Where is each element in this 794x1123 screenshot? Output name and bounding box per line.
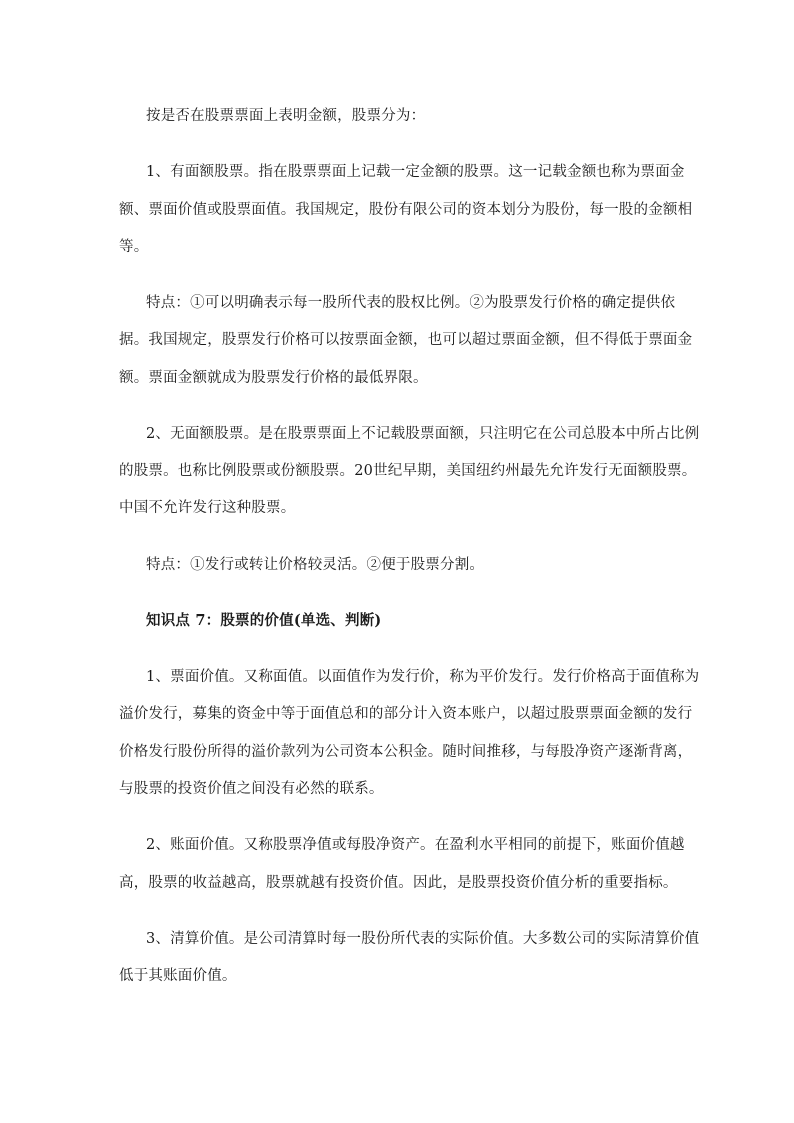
text-line: 2、无面额股票。是在股票票面上不记载股票面额，只注明它在公司总股本中所占比例 — [146, 426, 700, 442]
text-line: 的股票。也称比例股票或份额股票。20世纪早期，美国纽约州最先允许发行无面额股票。 — [119, 463, 697, 479]
text-line: 3、清算价值。是公司清算时每一股份所代表的实际价值。大多数公司的实际清算价值 — [146, 931, 700, 947]
text-line: 等。 — [119, 239, 149, 255]
text-line: 据。我国规定，股票发行价格可以按票面金额，也可以超过票面金额，但不得低于票面金 — [119, 332, 693, 348]
text-line: 1、有面额股票。指在股票票面上记载一定金额的股票。这一记载金额也称为票面金 — [146, 164, 685, 180]
text-line: 2、账面价值。又称股票净值或每股净资产。在盈利水平相同的前提下，账面价值越 — [146, 837, 685, 853]
text-line: 与股票的投资价值之间没有必然的联系。 — [119, 781, 384, 797]
section-heading: 知识点 7：股票的价值(单选、判断) — [146, 612, 382, 629]
text-line: 特点：①可以明确表示每一股所代表的股权比例。②为股票发行价格的确定提供依 — [146, 295, 676, 311]
text-line: 溢价发行，募集的资金中等于面值总和的部分计入资本账户，以超过股票票面金额的发行 — [119, 706, 693, 722]
text-line: 低于其账面价值。 — [119, 968, 237, 984]
intro-line: 按是否在股票票面上表明金额，股票分为： — [146, 108, 426, 124]
no-par-features-line: 特点：①发行或转让价格较灵活。②便于股票分割。 — [146, 557, 485, 573]
text-line: 额、票面价值或股票面值。我国规定，股份有限公司的资本划分为股份，每一股的金额相 — [119, 202, 693, 218]
text-line: 中国不允许发行这种股票。 — [119, 500, 296, 516]
text-line: 价格发行股份所得的溢价款列为公司资本公积金。随时间推移，与每股净资产逐渐背离， — [119, 744, 693, 760]
text-line: 高，股票的收益越高，股票就越有投资价值。因此，是股票投资价值分析的重要指标。 — [119, 875, 678, 891]
text-line: 1、票面价值。又称面值。以面值作为发行价，称为平价发行。发行价格高于面值称为 — [146, 669, 700, 685]
text-line: 额。票面金额就成为股票发行价格的最低界限。 — [119, 370, 428, 386]
